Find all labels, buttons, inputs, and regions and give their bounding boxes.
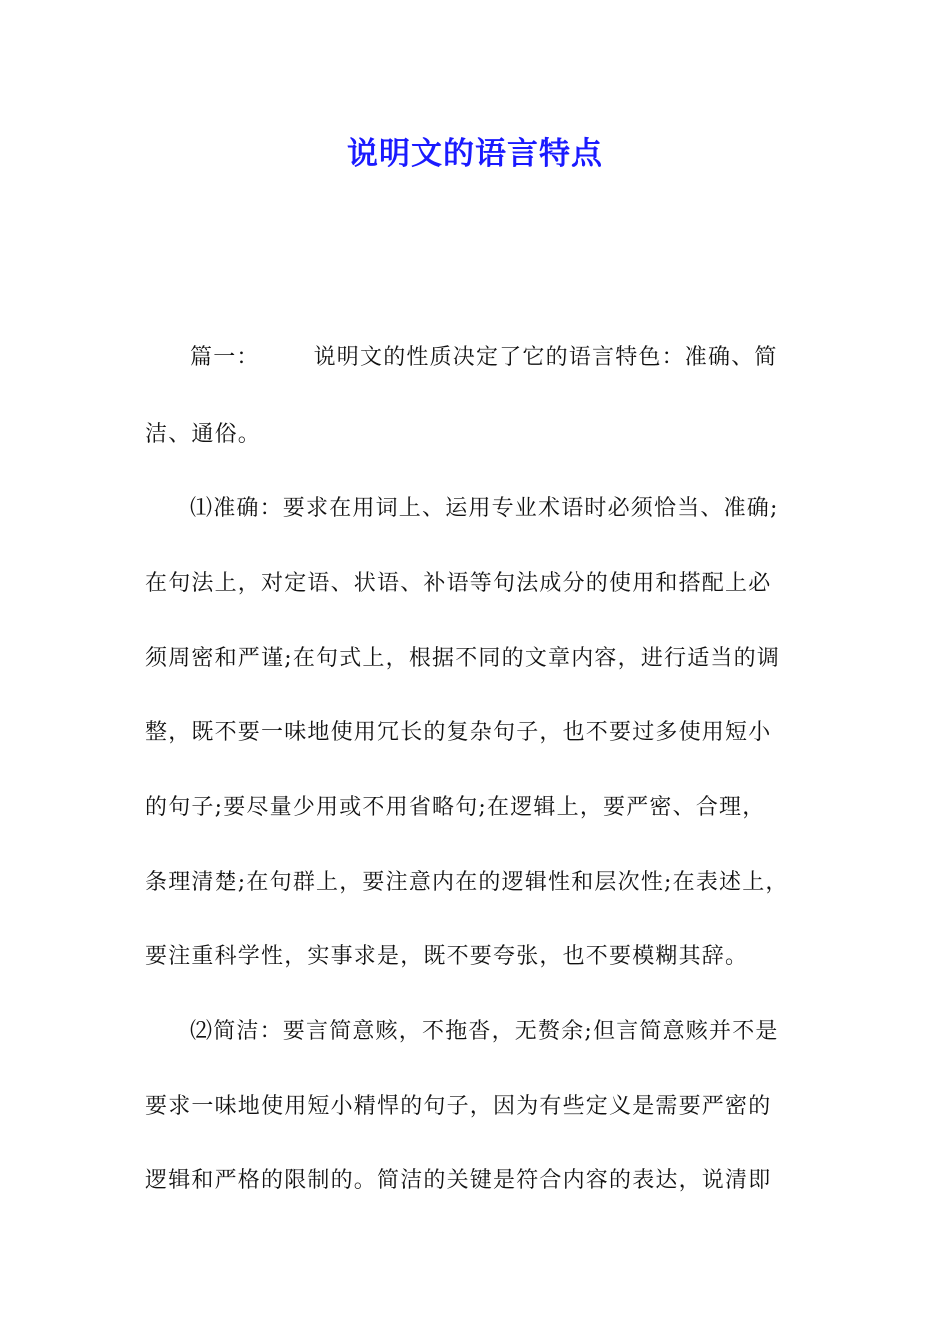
paragraph-line: 的句子;要尽量少用或不用省略句;在逻辑上，要严密、合理， [145,795,766,820]
document-title: 说明文的语言特点 [347,136,603,172]
paragraph-line: 逻辑和严格的限制的。简洁的关键是符合内容的表达，说清即 [145,1168,772,1193]
section-label: 篇一： [190,345,260,370]
paragraph-line: 须周密和严谨;在句式上，根据不同的文章内容，进行适当的调 [145,646,781,671]
paragraph-line: 要求一味地使用短小精悍的句子，因为有些定义是需要严密的 [145,1094,772,1119]
paragraph-line: ⑵简洁：要言简意赅，不拖沓，无赘余;但言简意赅并不是 [190,1019,779,1044]
line-text: 说明文的性质决定了它的语言特色：准确、简 [313,345,778,370]
paragraph-line [190,343,778,373]
paragraph-line: ⑴准确：要求在用词上、运用专业术语时必须恰当、准确; [190,496,779,521]
paragraph-line: 条理清楚;在句群上，要注意内在的逻辑性和层次性;在表述上， [145,870,789,895]
paragraph-line: 在句法上，对定语、状语、补语等句法成分的使用和搭配上必 [145,571,772,596]
paragraph-line: 整，既不要一味地使用冗长的复杂句子，也不要过多使用短小 [145,720,772,745]
paragraph-line: 要注重科学性，实事求是，既不要夸张，也不要模糊其辞。 [145,944,749,969]
paragraph-line: 洁、通俗。 [145,422,262,447]
